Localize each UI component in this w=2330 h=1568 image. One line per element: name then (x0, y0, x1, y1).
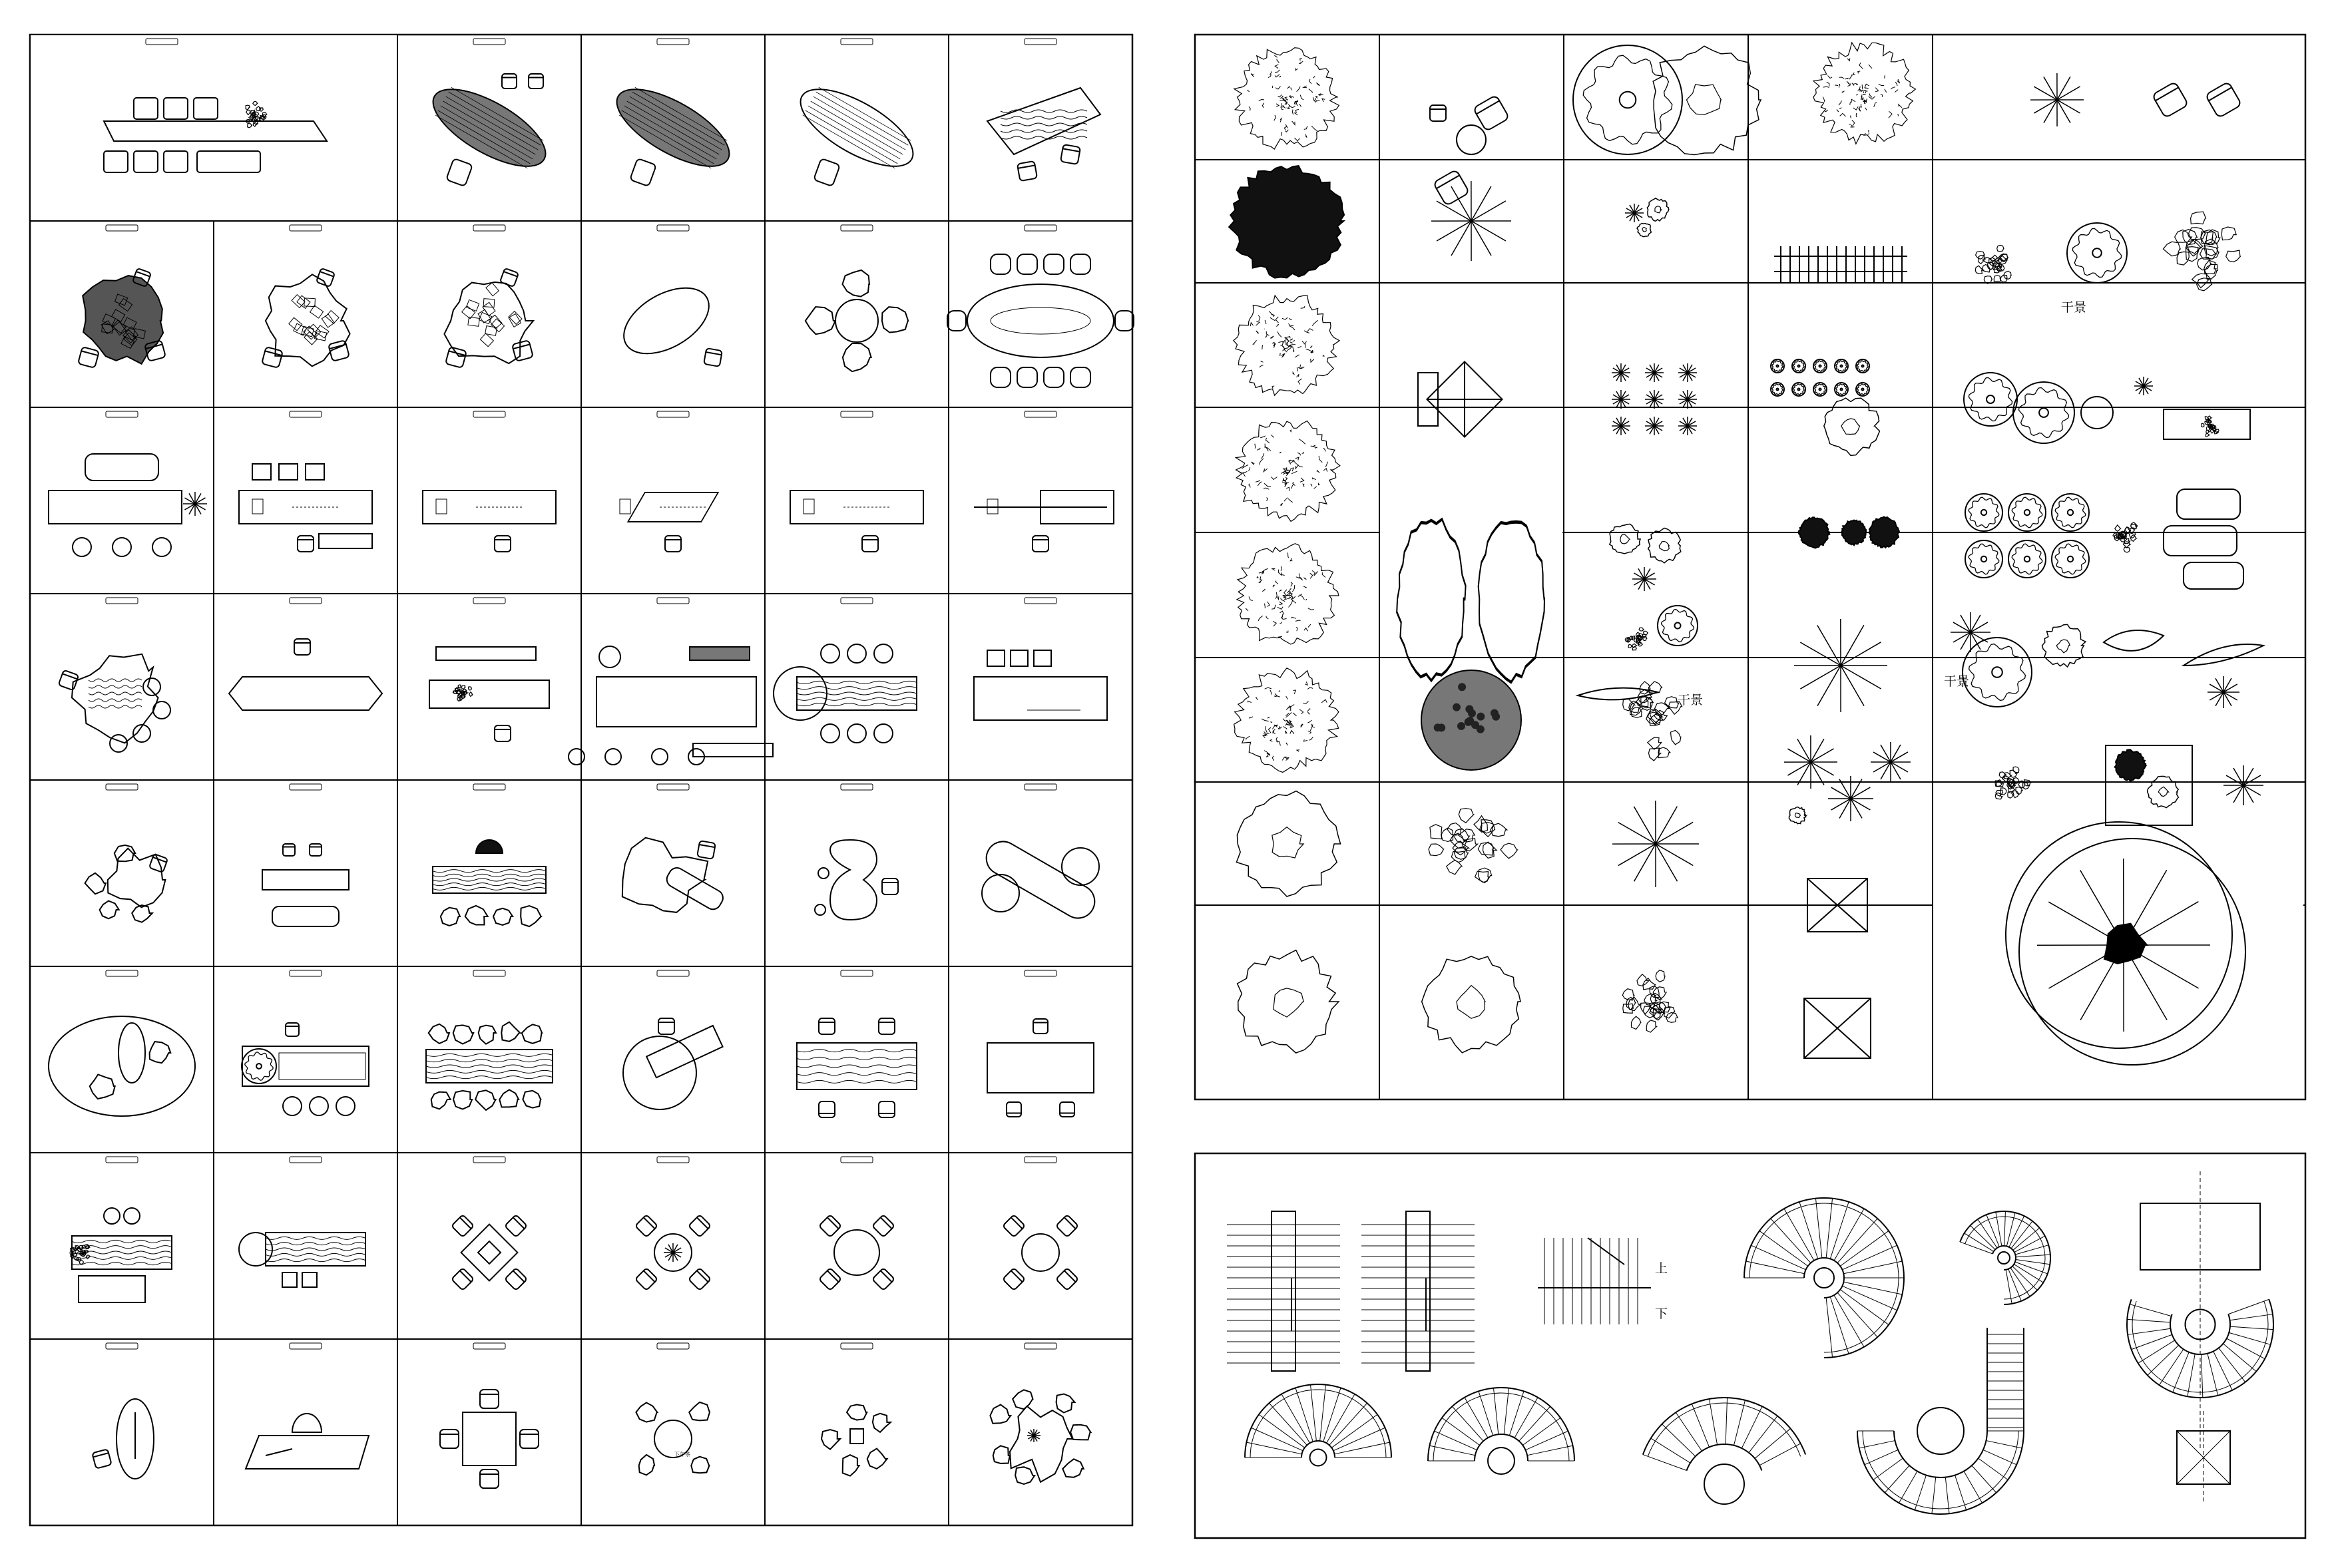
chair-symbol (1430, 105, 1446, 121)
chair-symbol (879, 1018, 895, 1034)
tree-symbol (1622, 970, 1678, 1032)
wood-desk-block (987, 88, 1100, 181)
chair-symbol (882, 879, 898, 894)
stool-symbol (104, 1208, 120, 1224)
source-tag (106, 598, 138, 604)
round-table-four-chairs (806, 270, 908, 371)
tree-symbol (1835, 359, 1848, 373)
tree-symbol (1645, 363, 1664, 382)
kidney-table-block (815, 840, 898, 920)
tree-symbol (2208, 676, 2239, 708)
chair-symbol (872, 1268, 895, 1290)
source-tag (1025, 1343, 1056, 1349)
planter-grid-block (1965, 489, 2243, 589)
tree-symbol (1429, 809, 1517, 883)
dark-shrub-block (1798, 517, 1899, 548)
dry-scape-label: 干景 (2061, 300, 2087, 315)
tree-symbol (1612, 801, 1699, 887)
source-tag (841, 225, 873, 231)
chair-symbol (505, 1268, 527, 1290)
source-tag (841, 1343, 873, 1349)
dry-scape-group (1975, 212, 2240, 291)
stone-table-block (262, 268, 350, 368)
source-tag (841, 970, 873, 976)
chair-symbol (1017, 161, 1037, 181)
tree-symbol (2052, 540, 2089, 578)
office-desk-block (974, 490, 1114, 552)
lounge-table-block (422, 74, 557, 186)
shrub-matrix-block (1612, 363, 1697, 435)
source-tag (106, 225, 138, 231)
wood-bench-block (433, 840, 546, 926)
source-tag (1025, 598, 1056, 604)
source-tag (473, 225, 505, 231)
tree-symbol (2008, 494, 2046, 531)
tree-symbol (1648, 528, 1681, 563)
tree-symbol (1789, 807, 1807, 824)
tree-symbol (2113, 522, 2138, 552)
tree-symbol (1645, 390, 1664, 409)
oval-table-block (612, 274, 722, 367)
tree-symbol (1632, 567, 1656, 591)
chair-symbol (1056, 1268, 1078, 1290)
chair-symbol (440, 1430, 459, 1448)
afternoon-tea-table (636, 1402, 710, 1475)
tree-symbol (1625, 628, 1648, 650)
tree-symbol (1236, 421, 1340, 521)
chair-symbol (92, 1449, 111, 1468)
tree-symbol (1965, 494, 2002, 531)
freeform-lounge-block (990, 1390, 1090, 1484)
source-tag (290, 784, 322, 790)
source-tag (1025, 1157, 1056, 1163)
executive-desk-block (569, 646, 773, 765)
palm-group-block (1784, 735, 1911, 824)
source-tag (657, 970, 689, 976)
shrub-group-block (1625, 198, 1669, 237)
freeform-table-block (622, 838, 726, 912)
stair-panel-frame (1195, 1153, 2305, 1538)
organic-table-block (59, 636, 179, 754)
wood-slab-table (774, 644, 917, 743)
tree-group-block (1573, 43, 1915, 155)
chair-symbol (665, 536, 681, 552)
chair-symbol (1033, 1019, 1048, 1034)
spiral-stair-block (1960, 1211, 2050, 1304)
tree-symbol (1963, 638, 2032, 707)
straight-stair-block (1227, 1211, 1340, 1371)
source-tag (841, 598, 873, 604)
tree-symbol (1234, 668, 1339, 773)
chair-symbol (819, 1018, 835, 1034)
source-tag (841, 411, 873, 417)
stool-symbol (153, 701, 170, 719)
tree-symbol (1856, 383, 1869, 396)
tree-symbol (2052, 494, 2089, 531)
chair-symbol (688, 1215, 711, 1237)
square-table-four-chairs (451, 1215, 527, 1290)
chair-symbol (505, 1215, 527, 1237)
curved-landing-stair (2140, 1171, 2260, 1451)
tree-symbol (1229, 166, 1344, 278)
office-desk-block (239, 464, 372, 552)
tree-symbol (1236, 791, 1340, 896)
tree-symbol (1951, 612, 1990, 652)
oval-side-table (92, 1399, 154, 1479)
wood-table-block (70, 1208, 172, 1302)
tree-symbol (2163, 212, 2240, 291)
chair-symbol (262, 347, 283, 368)
tree-symbol (2202, 416, 2219, 437)
tree-symbol (1975, 245, 2011, 284)
tree-symbol (2042, 624, 2086, 667)
source-tag (841, 1157, 873, 1163)
long-bench-block (229, 639, 382, 710)
stair-blocks-panel (1195, 1153, 2305, 1538)
reception-desk-block (242, 1023, 369, 1115)
tree-symbol (1238, 950, 1339, 1054)
source-tag (841, 784, 873, 790)
chair-symbol (480, 1390, 499, 1408)
stool-symbol (283, 1097, 302, 1115)
tree-symbol (1869, 517, 1899, 548)
tree-symbol (1610, 524, 1640, 553)
chair-symbol (298, 536, 314, 552)
stool-symbol (143, 678, 160, 695)
tree-symbol (1771, 359, 1784, 373)
stool-symbol (821, 724, 839, 743)
tree-symbol (1678, 390, 1697, 409)
furniture-blocks-panel (30, 35, 1134, 1525)
chair-symbol (502, 74, 517, 89)
chair-symbol (1433, 170, 1470, 206)
square-table-four-chairs (635, 1215, 711, 1290)
office-desk-block (423, 490, 556, 552)
oval-lounge-block (49, 1016, 195, 1116)
elevator-block (2177, 1411, 2230, 1504)
chair-symbol (1473, 95, 1510, 132)
plant-desk-block (429, 647, 549, 741)
source-tag (106, 1157, 138, 1163)
stool-symbol (874, 644, 893, 663)
lounge-table-block (790, 75, 925, 187)
source-tag (106, 784, 138, 790)
stool-symbol (599, 646, 620, 668)
source-tag (290, 1343, 322, 1349)
chair-symbol (310, 844, 322, 856)
chair-symbol (529, 74, 543, 89)
tree-symbol (1771, 383, 1784, 396)
scissor-stair-block (1538, 1238, 1651, 1324)
source-tag (473, 1343, 505, 1349)
stool-symbol (605, 749, 621, 765)
source-tag (1025, 784, 1056, 790)
chair-symbol (1003, 1268, 1025, 1290)
chair-symbol (1033, 536, 1048, 552)
tree-symbol (1678, 417, 1697, 435)
source-tag (473, 598, 505, 604)
office-desk-block (620, 492, 718, 552)
oval-conference-table (947, 254, 1134, 387)
office-desk-block (790, 490, 923, 552)
stool-symbol (113, 538, 131, 556)
tree-symbol (1792, 359, 1805, 373)
lounge-cluster-block (85, 845, 168, 922)
corner-tree-sunbed (2030, 73, 2241, 126)
tree-symbol (664, 1243, 682, 1262)
source-tag (290, 225, 322, 231)
source-tag (106, 1343, 138, 1349)
chair-symbol (635, 1268, 658, 1290)
chair-symbol (149, 854, 168, 873)
chair-symbol (862, 536, 878, 552)
chair-symbol (2206, 82, 2242, 118)
tree-symbol (1027, 1429, 1041, 1442)
chair-symbol (1060, 1102, 1074, 1117)
chair-symbol (1007, 1102, 1021, 1117)
chair-symbol (1056, 1215, 1078, 1237)
chair-symbol (520, 1430, 539, 1448)
chair-symbol (704, 348, 722, 367)
tree-symbol (1813, 359, 1827, 373)
office-desk-block (974, 650, 1107, 720)
tree-symbol (1658, 606, 1698, 646)
stool-symbol (569, 749, 584, 765)
stool-symbol (152, 538, 171, 556)
stone-table-block (78, 268, 166, 368)
chair-symbol (819, 1268, 841, 1290)
source-tag (106, 970, 138, 976)
shrub-cluster-block (1578, 524, 1698, 699)
chair-symbol (294, 639, 310, 655)
chair-symbol (1060, 144, 1080, 164)
source-tag (473, 784, 505, 790)
tree-symbol (1965, 540, 2002, 578)
tree-symbol (1813, 43, 1916, 144)
source-tag (473, 1157, 505, 1163)
tree-symbol (1841, 520, 1867, 546)
chair-symbol (635, 1215, 658, 1237)
source-tag (290, 411, 322, 417)
tree-symbol (2013, 382, 2074, 443)
source-tag (290, 598, 322, 604)
source-tag (106, 411, 138, 417)
j-shaped-stair (1857, 1408, 2024, 1514)
source-tag (657, 598, 689, 604)
tree-symbol (1637, 224, 1651, 237)
chair-symbol (495, 725, 511, 741)
tree-symbol (1612, 363, 1630, 382)
tree-symbol (1828, 776, 1873, 821)
dry-scape-label: 干景 (1678, 693, 1704, 707)
spiral-stair-block (1245, 1384, 1391, 1466)
round-desk-block (623, 1018, 723, 1109)
wood-dining-table (797, 1018, 917, 1117)
source-tag (290, 970, 322, 976)
stool-symbol (815, 904, 825, 915)
pill-table-block (981, 835, 1101, 924)
chair-symbol (697, 841, 716, 859)
source-tag (473, 970, 505, 976)
fence-block (1774, 246, 1907, 283)
source-tag (657, 225, 689, 231)
source-tag (290, 1157, 322, 1163)
source-tag (1025, 39, 1056, 45)
stool-symbol (821, 644, 839, 663)
source-tag (1025, 411, 1056, 417)
tree-symbol (2134, 377, 2153, 395)
dry-scape-label: 干景 (1944, 674, 1970, 689)
stool-symbol (310, 1097, 328, 1115)
tree-symbol (1964, 373, 2017, 426)
tree-symbol (1422, 956, 1520, 1053)
stool-symbol (847, 724, 866, 743)
stair-down-label: 下 (1655, 1306, 1668, 1321)
spiral-stair-block (1744, 1198, 1904, 1358)
wood-bench-block (426, 1022, 553, 1110)
tree-symbol (242, 1049, 276, 1083)
tree-symbol (2030, 73, 2084, 126)
plant-blocks-panel (1195, 35, 2305, 1099)
dining-table-block (987, 1019, 1094, 1117)
chair-symbol (451, 1215, 474, 1237)
chair-symbol (500, 268, 519, 287)
source-tag (841, 39, 873, 45)
chair-symbol (283, 844, 295, 856)
square-table-four-chairs (1003, 1215, 1078, 1290)
chair-symbol (286, 1023, 299, 1036)
tree-symbol (2115, 749, 2146, 781)
tree-symbol (1678, 363, 1697, 382)
tea-table-block (246, 1414, 369, 1469)
tree-symbol (1813, 383, 1827, 396)
tree-symbol (1612, 417, 1630, 435)
stool-symbol (336, 1097, 355, 1115)
chair-symbol (819, 1215, 841, 1237)
source-tag (1025, 970, 1056, 976)
stool-symbol (73, 538, 91, 556)
source-tag (1025, 225, 1056, 231)
tree-symbol (1856, 359, 1869, 373)
stool-symbol (124, 1208, 140, 1224)
tree-symbol (1645, 417, 1664, 435)
tree-symbol (2067, 223, 2127, 283)
tree-symbol (1835, 383, 1848, 396)
lounge-table-block (606, 75, 741, 187)
stool-symbol (847, 644, 866, 663)
tree-symbol (1871, 742, 1911, 782)
scattered-rock-block (1951, 612, 2263, 708)
stool-symbol (652, 749, 668, 765)
tree-symbol (1792, 383, 1805, 396)
tree-symbol (1784, 735, 1837, 789)
tea-cluster-block (821, 1405, 891, 1476)
chair-symbol (819, 1101, 835, 1117)
chair-symbol (658, 1018, 674, 1034)
tree-symbol (1794, 619, 1887, 712)
afternoon-tea-label: 下午茶 (674, 1452, 690, 1458)
sunbed-block (1430, 95, 1509, 206)
chair-symbol (872, 1215, 895, 1237)
tree-symbol (1612, 390, 1630, 409)
tree-symbol (1625, 204, 1644, 222)
spiral-stair-block (1643, 1398, 1805, 1504)
stool-symbol (2081, 397, 2113, 429)
stool-symbol (874, 724, 893, 743)
source-tag (657, 1343, 689, 1349)
reception-desk-block (49, 454, 207, 556)
bar-counter-block (262, 844, 349, 926)
straight-stair-block (1361, 1211, 1475, 1371)
tree-symbol (1798, 517, 1830, 548)
wood-desk-block (239, 1233, 365, 1287)
chair-symbol (451, 1268, 474, 1290)
chair-symbol (512, 340, 533, 361)
source-tag (657, 411, 689, 417)
tree-symbol (1421, 670, 1521, 770)
chair-symbol (879, 1101, 895, 1117)
chair-symbol (480, 1470, 499, 1488)
tree-symbol (1647, 198, 1668, 222)
chair-symbol (495, 536, 511, 552)
source-tag (473, 39, 505, 45)
tree-symbol (1234, 295, 1339, 395)
tree-symbol (183, 492, 207, 516)
source-tag (657, 784, 689, 790)
square-table-four-chairs (819, 1215, 895, 1290)
stair-up-label: 上 (1655, 1261, 1668, 1276)
source-tag (657, 39, 689, 45)
source-tag (657, 1157, 689, 1163)
chair-symbol (2152, 82, 2189, 118)
stone-table-block (444, 268, 533, 368)
stool-symbol (818, 868, 829, 879)
chair-symbol (1003, 1215, 1025, 1237)
tree-symbol (1237, 544, 1339, 644)
tree-symbol (1431, 181, 1511, 261)
tree-symbol (453, 685, 473, 701)
source-tag (473, 411, 505, 417)
tree-symbol (2008, 540, 2046, 578)
j-shaped-stair (1987, 1328, 2024, 1431)
chair-symbol (445, 347, 467, 368)
chair-symbol (688, 1268, 711, 1290)
square-table-four-chairs (440, 1390, 539, 1488)
chair-symbol (78, 347, 99, 368)
spiral-stair-block (1428, 1388, 1574, 1474)
tree-symbol (1234, 48, 1339, 149)
